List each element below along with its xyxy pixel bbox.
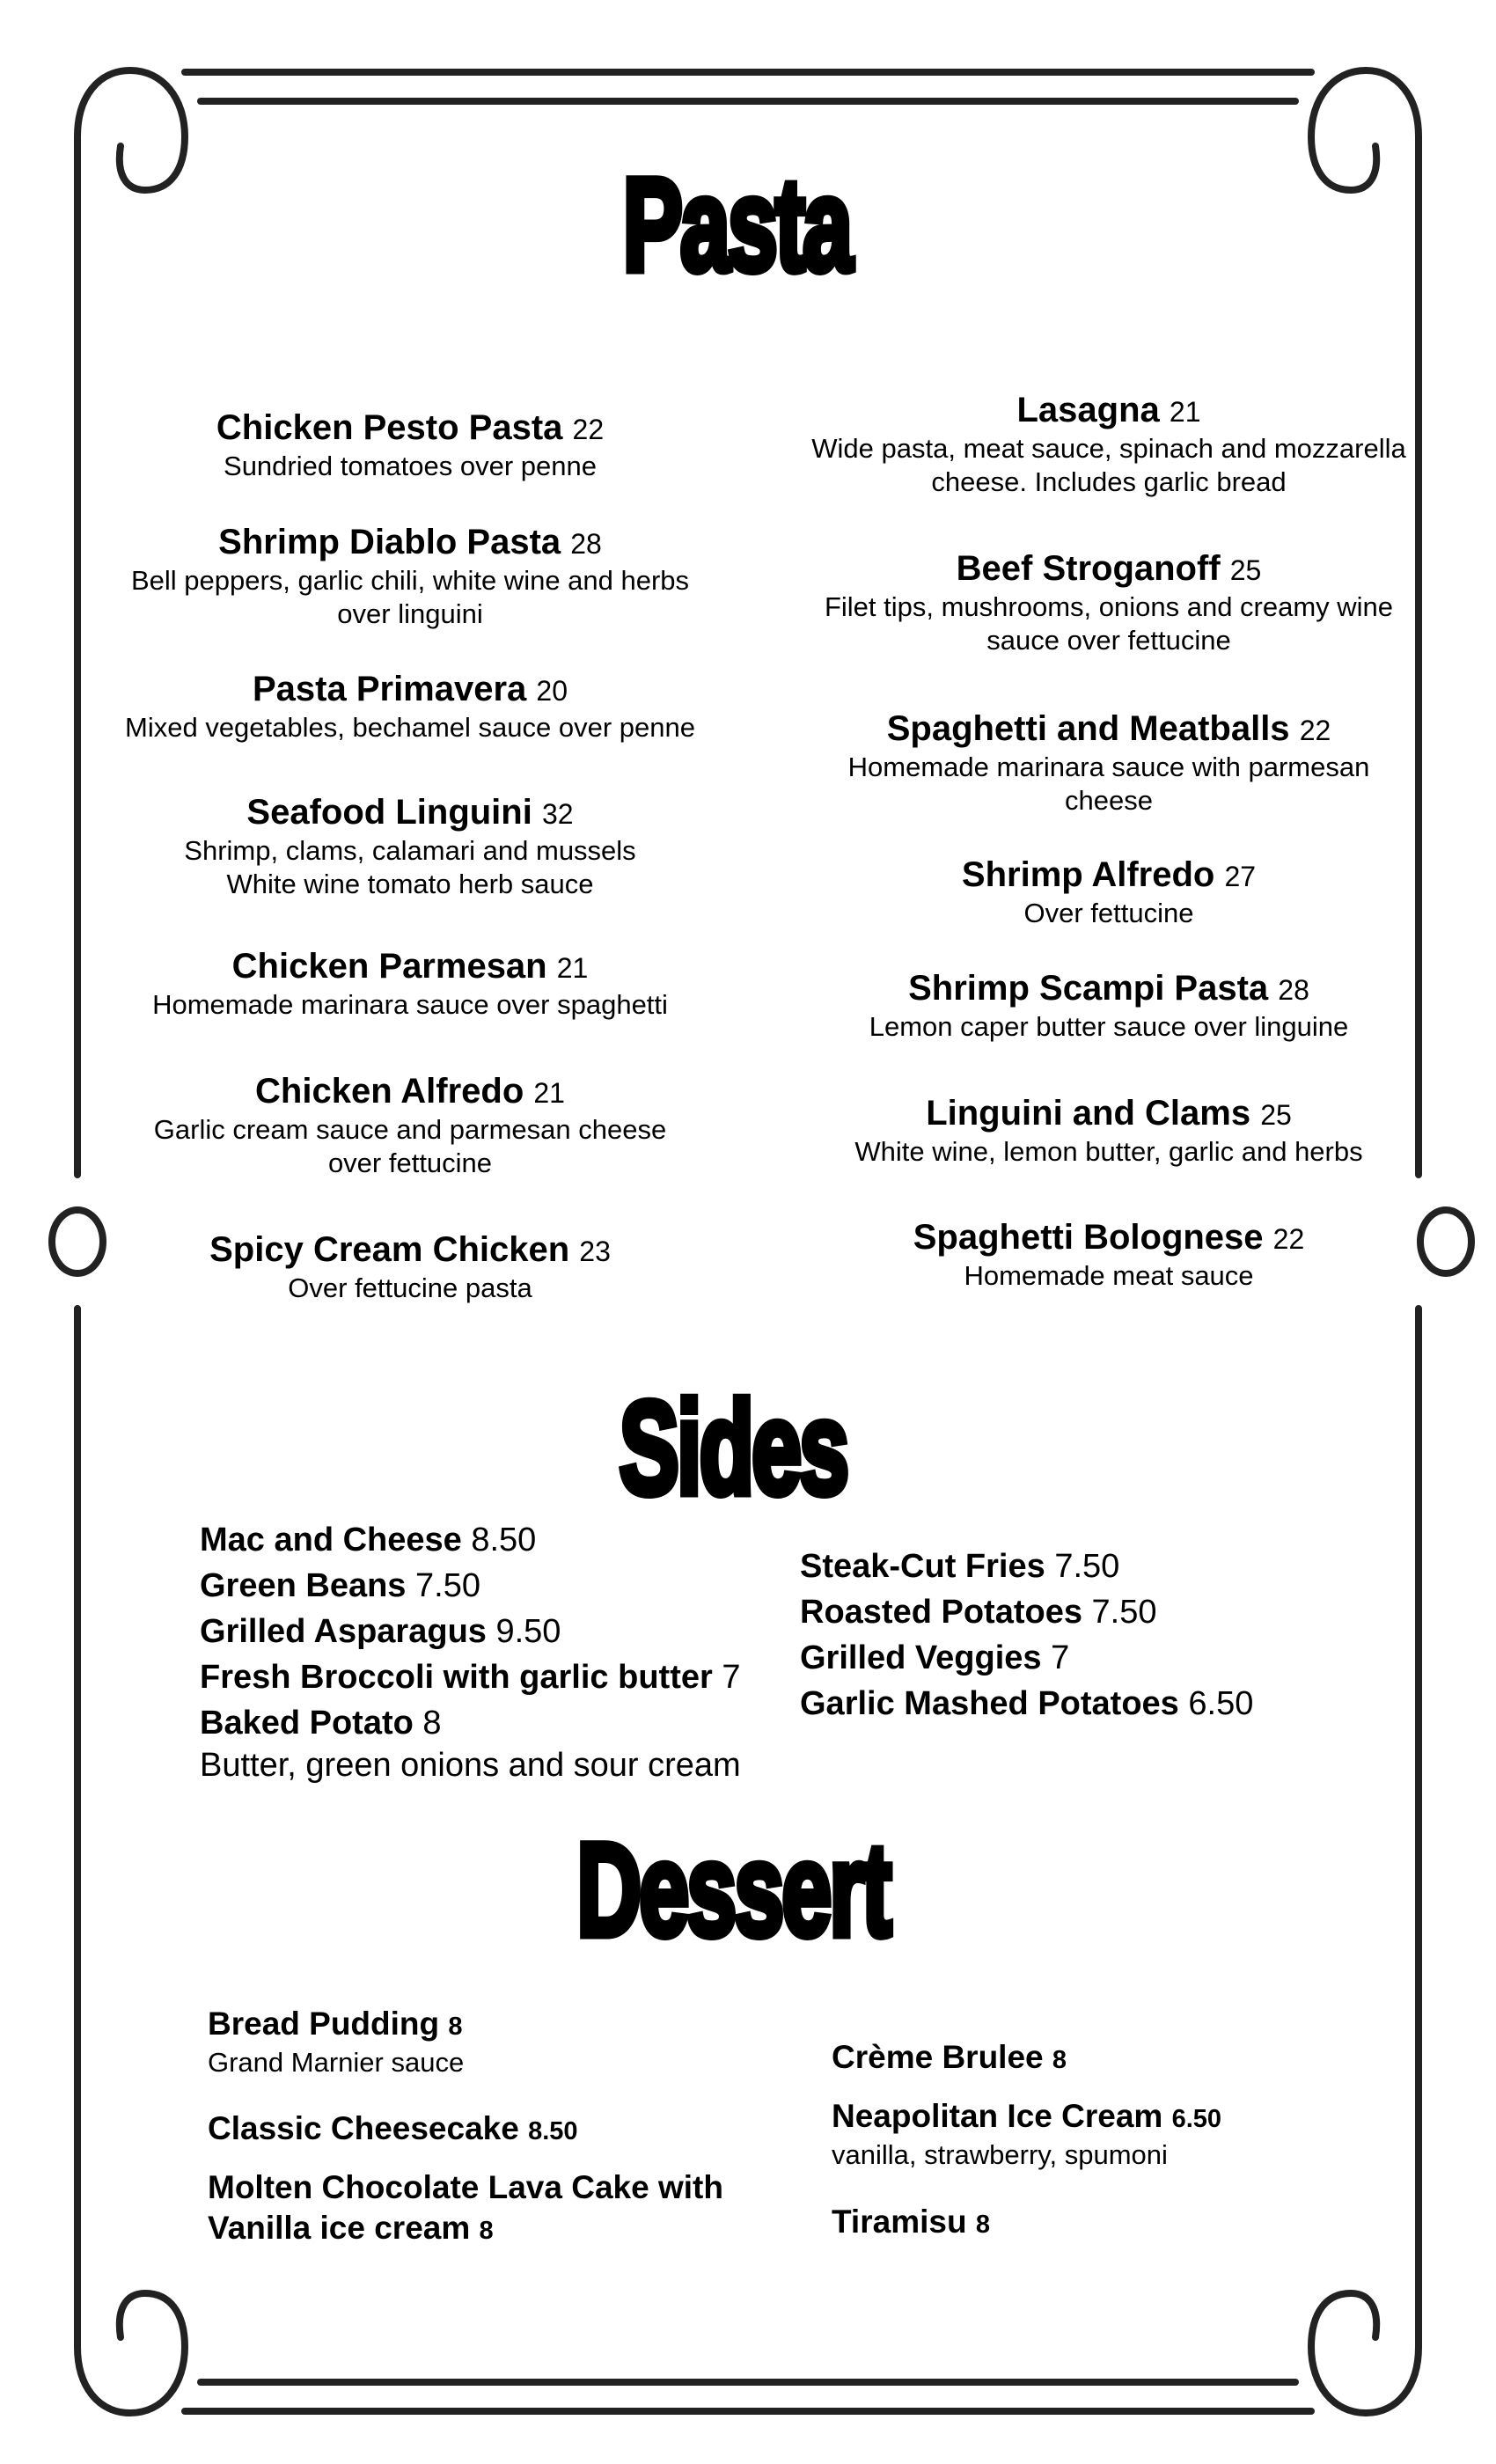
item-price: 28: [1278, 974, 1309, 1006]
item-name: Green Beans: [200, 1567, 407, 1604]
menu-item: [869, 968, 1349, 1044]
item-price: 8: [479, 2217, 494, 2245]
sides-heading: Sides: [619, 1374, 847, 1522]
menu-item: [209, 1229, 611, 1305]
item-name: Beef Stroganoff: [956, 549, 1221, 588]
item-title: [854, 1093, 1362, 1135]
item-name: Spicy Cream Chicken: [209, 1230, 570, 1269]
item-name: Bread Pudding: [208, 2006, 440, 2042]
item-name: Garlic Mashed Potatoes: [800, 1685, 1179, 1722]
item-name: Crème Brulee: [832, 2039, 1044, 2075]
item-price: 9.50: [495, 1613, 561, 1650]
item-price: 7: [722, 1659, 741, 1696]
menu-item: [854, 1093, 1362, 1169]
item-title: [131, 522, 689, 564]
item-price: 22: [1299, 715, 1331, 746]
side-item: [800, 1635, 1069, 1681]
item-title: [216, 407, 604, 450]
item-title: [869, 968, 1349, 1010]
item-description: Mixed vegetables, bechamel sauce over penne: [125, 712, 695, 743]
item-description: Over fettucine pasta: [288, 1272, 532, 1303]
item-description: Homemade marinara sauce with parmesan: [847, 752, 1370, 782]
item-description: vanilla, strawberry, spumoni: [832, 2139, 1168, 2170]
item-title: [848, 708, 1370, 751]
item-name: Steak-Cut Fries: [800, 1548, 1045, 1585]
item-name: Fresh Broccoli with garlic butter: [200, 1659, 713, 1696]
item-name: Shrimp Scampi Pasta: [908, 969, 1269, 1008]
item-title: [832, 2037, 1067, 2080]
item-name: Spaghetti and Meatballs: [886, 709, 1290, 748]
side-item: [200, 1700, 442, 1746]
side-item: [200, 1654, 740, 1700]
item-description: Homemade marinara sauce over spaghetti: [152, 989, 668, 1020]
item-name: Seafood Linguini: [246, 793, 532, 832]
item-title: [154, 1071, 666, 1113]
item-description: Sundried tomatoes over penne: [224, 451, 597, 481]
side-item: [200, 1609, 561, 1654]
item-name: Chicken Alfredo: [255, 1072, 524, 1111]
item-title: [811, 390, 1405, 432]
item-price: 6.50: [1171, 2105, 1222, 2133]
dessert-item: [208, 2004, 464, 2079]
item-name: Lasagna: [1016, 391, 1160, 429]
menu-item: [125, 669, 695, 744]
item-price: 32: [541, 798, 574, 830]
item-price: 8: [975, 2211, 990, 2239]
item-price: 28: [570, 528, 602, 560]
item-price: 8: [1052, 2046, 1067, 2074]
item-price: 22: [1272, 1223, 1305, 1255]
item-description: Wide pasta, meat sauce, spinach and mozzarella: [811, 433, 1406, 464]
item-name: Baked Potato: [200, 1705, 414, 1742]
item-name: Tiramisu: [832, 2204, 967, 2240]
item-price: 23: [579, 1236, 611, 1267]
item-description: White wine tomato herb sauce: [226, 869, 594, 899]
item-price: 6.50: [1188, 1685, 1254, 1722]
item-name: Pasta Primavera: [252, 670, 527, 708]
item-name: Roasted Potatoes: [800, 1594, 1082, 1631]
item-title: [125, 669, 695, 711]
item-title: [832, 2202, 990, 2245]
item-title: [152, 946, 668, 988]
item-name: Shrimp Diablo Pasta: [218, 523, 561, 561]
dessert-item: [208, 2108, 578, 2152]
item-description: Over fettucine: [1023, 898, 1194, 928]
item-name: Classic Cheesecake: [208, 2110, 519, 2146]
menu-item: [184, 792, 635, 901]
item-description: over linguini: [337, 598, 483, 629]
menu-item: [152, 946, 668, 1022]
side-item: [800, 1544, 1119, 1589]
item-price: 21: [556, 952, 589, 984]
item-name: Molten Chocolate Lava Cake with: [208, 2169, 723, 2205]
right-ring-icon: [1420, 1210, 1471, 1273]
item-description: Bell peppers, garlic chili, white wine and herbs: [130, 565, 690, 596]
pasta-heading: Pasta: [622, 150, 851, 298]
item-description: Homemade meat sauce: [964, 1260, 1254, 1291]
item-price: 7.50: [1054, 1548, 1120, 1585]
menu-item: [913, 1217, 1305, 1293]
item-description: Butter, green onions and sour cream: [200, 1747, 741, 1784]
item-title: [208, 2108, 578, 2152]
dessert-item: [832, 2037, 1067, 2080]
item-price: 25: [1260, 1099, 1292, 1131]
menu-item: [131, 522, 689, 631]
item-description: Garlic cream sauce and parmesan cheese: [153, 1114, 667, 1145]
item-description: Grand Marnier sauce: [208, 2047, 465, 2078]
menu-item: [825, 548, 1393, 657]
item-name: Chicken Pesto Pasta: [216, 408, 563, 447]
item-name: Chicken Parmesan: [231, 947, 547, 986]
item-title: [913, 1217, 1305, 1259]
item-description: Lemon caper butter sauce over linguine: [869, 1011, 1349, 1042]
item-title: [825, 548, 1393, 590]
item-title: [209, 1229, 611, 1272]
item-name: Grilled Asparagus: [200, 1613, 487, 1650]
item-price: 8.50: [528, 2117, 578, 2145]
dessert-item: [832, 2096, 1221, 2171]
item-price: 7.50: [1091, 1594, 1157, 1631]
item-description: sauce over fettucine: [986, 625, 1231, 656]
item-title: [208, 2004, 464, 2047]
menu-item: [811, 390, 1405, 499]
menu-item: [216, 407, 604, 483]
item-price: 8.50: [471, 1522, 537, 1558]
item-price: 7: [1051, 1639, 1070, 1676]
item-description: cheese: [1065, 785, 1153, 816]
item-description: cheese. Includes garlic bread: [931, 466, 1287, 497]
item-title: [832, 2096, 1221, 2139]
item-price: 22: [572, 414, 605, 445]
item-description: Shrimp, clams, calamari and mussels: [184, 835, 636, 866]
side-item: [800, 1589, 1157, 1635]
item-price: 21: [1169, 396, 1201, 428]
item-name: Shrimp Alfredo: [961, 855, 1215, 894]
item-name: Neapolitan Ice Cream: [832, 2098, 1163, 2134]
item-price: 8: [448, 2013, 463, 2041]
side-item: [200, 1563, 480, 1609]
item-name-line2: Vanilla ice cream: [208, 2210, 471, 2246]
item-description: Filet tips, mushrooms, onions and creamy wine: [824, 591, 1394, 622]
dessert-item: [208, 2167, 723, 2251]
dessert-item: [832, 2202, 990, 2245]
side-item: [800, 1681, 1253, 1727]
menu-item: [154, 1071, 666, 1180]
item-price: 25: [1229, 554, 1262, 586]
item-price: 27: [1224, 861, 1257, 892]
item-description: White wine, lemon butter, garlic and herbs: [854, 1136, 1363, 1167]
item-price: 8: [422, 1705, 442, 1742]
side-item: [200, 1517, 536, 1563]
dessert-heading: Dessert: [576, 1815, 890, 1963]
item-title: [962, 854, 1256, 897]
item-description: over fettucine: [327, 1148, 493, 1178]
item-name: Linguini and Clams: [926, 1094, 1251, 1133]
item-title: [184, 792, 635, 834]
item-name: Spaghetti Bolognese: [913, 1218, 1264, 1257]
item-price: 21: [533, 1077, 565, 1109]
item-price: 7.50: [415, 1567, 480, 1604]
left-ring-icon: [52, 1210, 103, 1273]
menu-item: [848, 708, 1370, 818]
item-name: Mac and Cheese: [200, 1522, 462, 1558]
item-price: 20: [536, 675, 568, 707]
item-title: [208, 2167, 723, 2251]
menu-item: [962, 854, 1256, 930]
item-name: Grilled Veggies: [800, 1639, 1042, 1676]
